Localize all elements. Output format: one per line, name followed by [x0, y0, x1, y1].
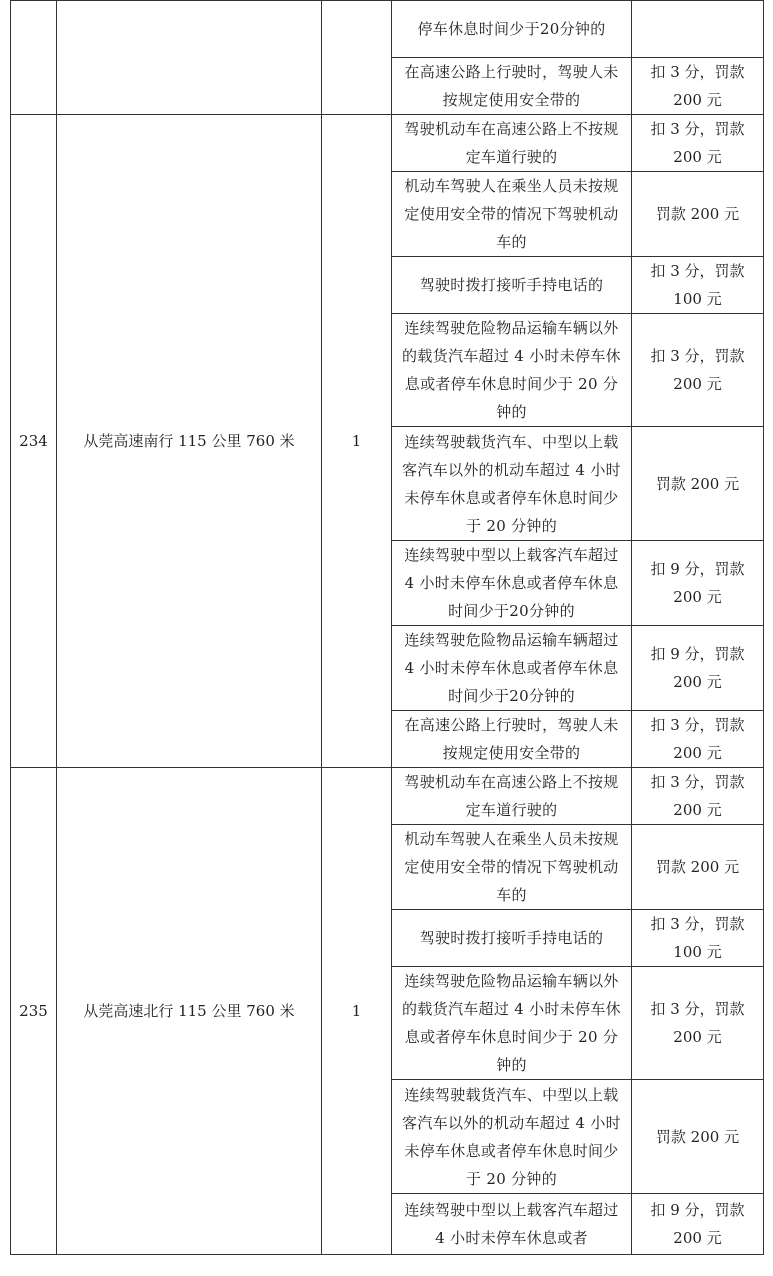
violation-cell: 连续驾驶载货汽车、中型以上载客汽车以外的机动车超过 4 小时未停车休息或者停车休息时间少于 20 分钟的	[392, 1080, 632, 1194]
device-count: 1	[322, 768, 392, 1255]
device-count: 1	[322, 115, 392, 768]
penalty-cell	[632, 1, 764, 58]
table-row	[11, 1, 764, 58]
location-cell	[57, 1, 322, 115]
penalty-cell: 扣 9 分，罚款 200 元	[632, 626, 764, 711]
penalty-cell: 扣 3 分，罚款 100 元	[632, 910, 764, 967]
penalty-cell: 扣 3 分，罚款 200 元	[632, 967, 764, 1080]
violation-cell: 在高速公路上行驶时，驾驶人未按规定使用安全带的	[392, 58, 632, 115]
violation-cell: 连续驾驶危险物品运输车辆以外的载货汽车超过 4 小时未停车休息或者停车休息时间少于 20 分钟的	[392, 967, 632, 1080]
penalty-cell: 扣 9 分，罚款 200 元	[632, 1194, 764, 1255]
location-text: 从莞高速北行 115 公里 760 米	[57, 768, 322, 1255]
penalty-cell: 罚款 200 元	[632, 825, 764, 910]
violation-cell: 机动车驾驶人在乘坐人员未按规定使用安全带的情况下驾驶机动车的	[392, 172, 632, 257]
count-cell	[322, 1, 392, 115]
no-cell	[11, 1, 57, 115]
penalty-cell: 罚款 200 元	[632, 172, 764, 257]
penalty-cell: 扣 3 分，罚款 200 元	[632, 711, 764, 768]
violation-cell: 连续驾驶载货汽车、中型以上载客汽车以外的机动车超过 4 小时未停车休息或者停车休息时间少于 20 分钟的	[392, 427, 632, 541]
violation-cell: 驾驶机动车在高速公路上不按规定车道行驶的	[392, 115, 632, 172]
penalty-cell: 扣 9 分，罚款 200 元	[632, 541, 764, 626]
penalty-cell: 扣 3 分，罚款 200 元	[632, 58, 764, 115]
record-number: 235	[11, 768, 57, 1255]
penalty-cell: 罚款 200 元	[632, 1080, 764, 1194]
violation-cell: 连续驾驶危险物品运输车辆超过 4 小时未停车休息或者停车休息时间少于20分钟的	[392, 626, 632, 711]
violation-cell: 机动车驾驶人在乘坐人员未按规定使用安全带的情况下驾驶机动车的	[392, 825, 632, 910]
location-text: 从莞高速南行 115 公里 760 米	[57, 115, 322, 768]
penalty-cell: 扣 3 分，罚款 100 元	[632, 257, 764, 314]
record-number: 234	[11, 115, 57, 768]
table-row	[11, 768, 764, 825]
violation-cell: 驾驶时拨打接听手持电话的	[392, 257, 632, 314]
penalty-cell: 扣 3 分，罚款 200 元	[632, 768, 764, 825]
violation-cell: 停车休息时间少于20分钟的	[392, 1, 632, 58]
violation-cell: 连续驾驶中型以上载客汽车超过 4 小时未停车休息或者停车休息时间少于20分钟的	[392, 541, 632, 626]
penalty-cell: 罚款 200 元	[632, 427, 764, 541]
penalty-cell: 扣 3 分，罚款 200 元	[632, 314, 764, 427]
table-row	[11, 115, 764, 172]
violation-cell: 连续驾驶中型以上载客汽车超过 4 小时未停车休息或者	[392, 1194, 632, 1255]
violation-cell: 在高速公路上行驶时，驾驶人未按规定使用安全带的	[392, 711, 632, 768]
violation-cell: 连续驾驶危险物品运输车辆以外的载货汽车超过 4 小时未停车休息或者停车休息时间少于 20 分钟的	[392, 314, 632, 427]
violation-cell: 驾驶机动车在高速公路上不按规定车道行驶的	[392, 768, 632, 825]
penalty-cell: 扣 3 分，罚款 200 元	[632, 115, 764, 172]
violation-table	[10, 0, 764, 1255]
violation-cell: 驾驶时拨打接听手持电话的	[392, 910, 632, 967]
